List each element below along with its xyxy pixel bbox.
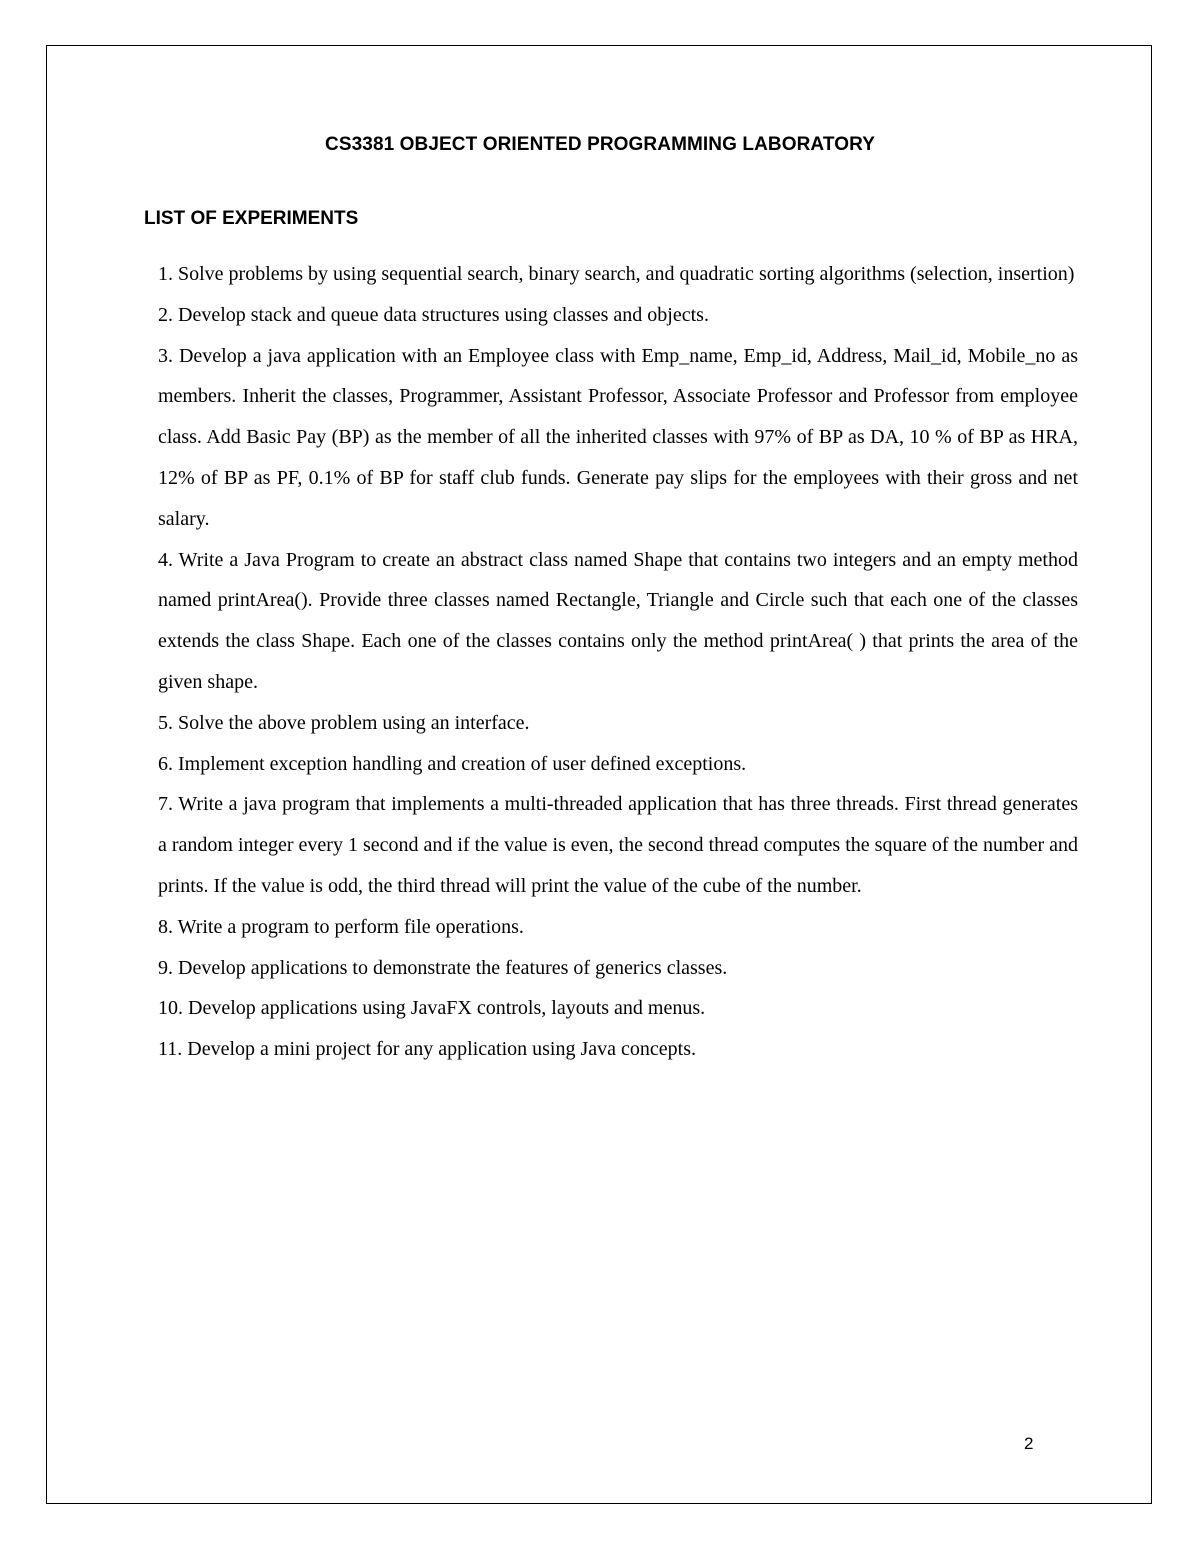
document-title: CS3381 OBJECT ORIENTED PROGRAMMING LABORATORY (325, 134, 875, 155)
experiment-item-2: 2. Develop stack and queue data structures using classes and objects. (158, 303, 709, 326)
experiment-item-4: 4. Write a Java Program to create an abstract class named Shape that contains two integers and an empty method named printArea(). Provide three classes named Rectangle, Triangle and Circle such that each one of the classes extends the class Shape. Each one of the classes contains only the method printArea( ) that prints the area of the given shape. (158, 548, 1078, 693)
page-number: 2 (1024, 1434, 1034, 1453)
experiment-item-5: 5. Solve the above problem using an interface. (158, 711, 530, 734)
section-heading: LIST OF EXPERIMENTS (144, 208, 359, 229)
experiment-item-11: 11. Develop a mini project for any application using Java concepts. (158, 1038, 696, 1061)
experiment-item-1: 1. Solve problems by using sequential search, binary search, and quadratic sorting algorithms (selection, insertion) (158, 263, 1075, 285)
experiment-item-8: 8. Write a program to perform file operations. (158, 915, 524, 938)
experiment-item-3: 3. Develop a java application with an Employee class with Emp_name, Emp_id, Address, Mail_id, Mobile_no as members. Inherit the classes, Programmer, Assistant Professor, Associate Professor and Professor from employee class. Add Basic Pay (BP) as the member of all the inherited classes with 97% of BP as DA, 10 % of BP as HRA, 12% of BP as PF, 0.1% of BP for staff club funds. Generate pay slips for the employees with their gross and net salary. (158, 344, 1078, 530)
experiment-item-7: 7. Write a java program that implements a multi-threaded application that has three threads. First thread generates a random integer every 1 second and if the value is even, the second thread computes the square of the number and prints. If the value is odd, the third thread will print the value of the cube of the number. (158, 793, 1078, 897)
experiment-item-10: 10. Develop applications using JavaFX controls, layouts and menus. (158, 997, 706, 1020)
experiment-list (158, 254, 1078, 1070)
experiment-item-6: 6. Implement exception handling and creation of user defined exceptions. (158, 752, 747, 775)
experiment-item-9: 9. Develop applications to demonstrate the features of generics classes. (158, 956, 728, 979)
